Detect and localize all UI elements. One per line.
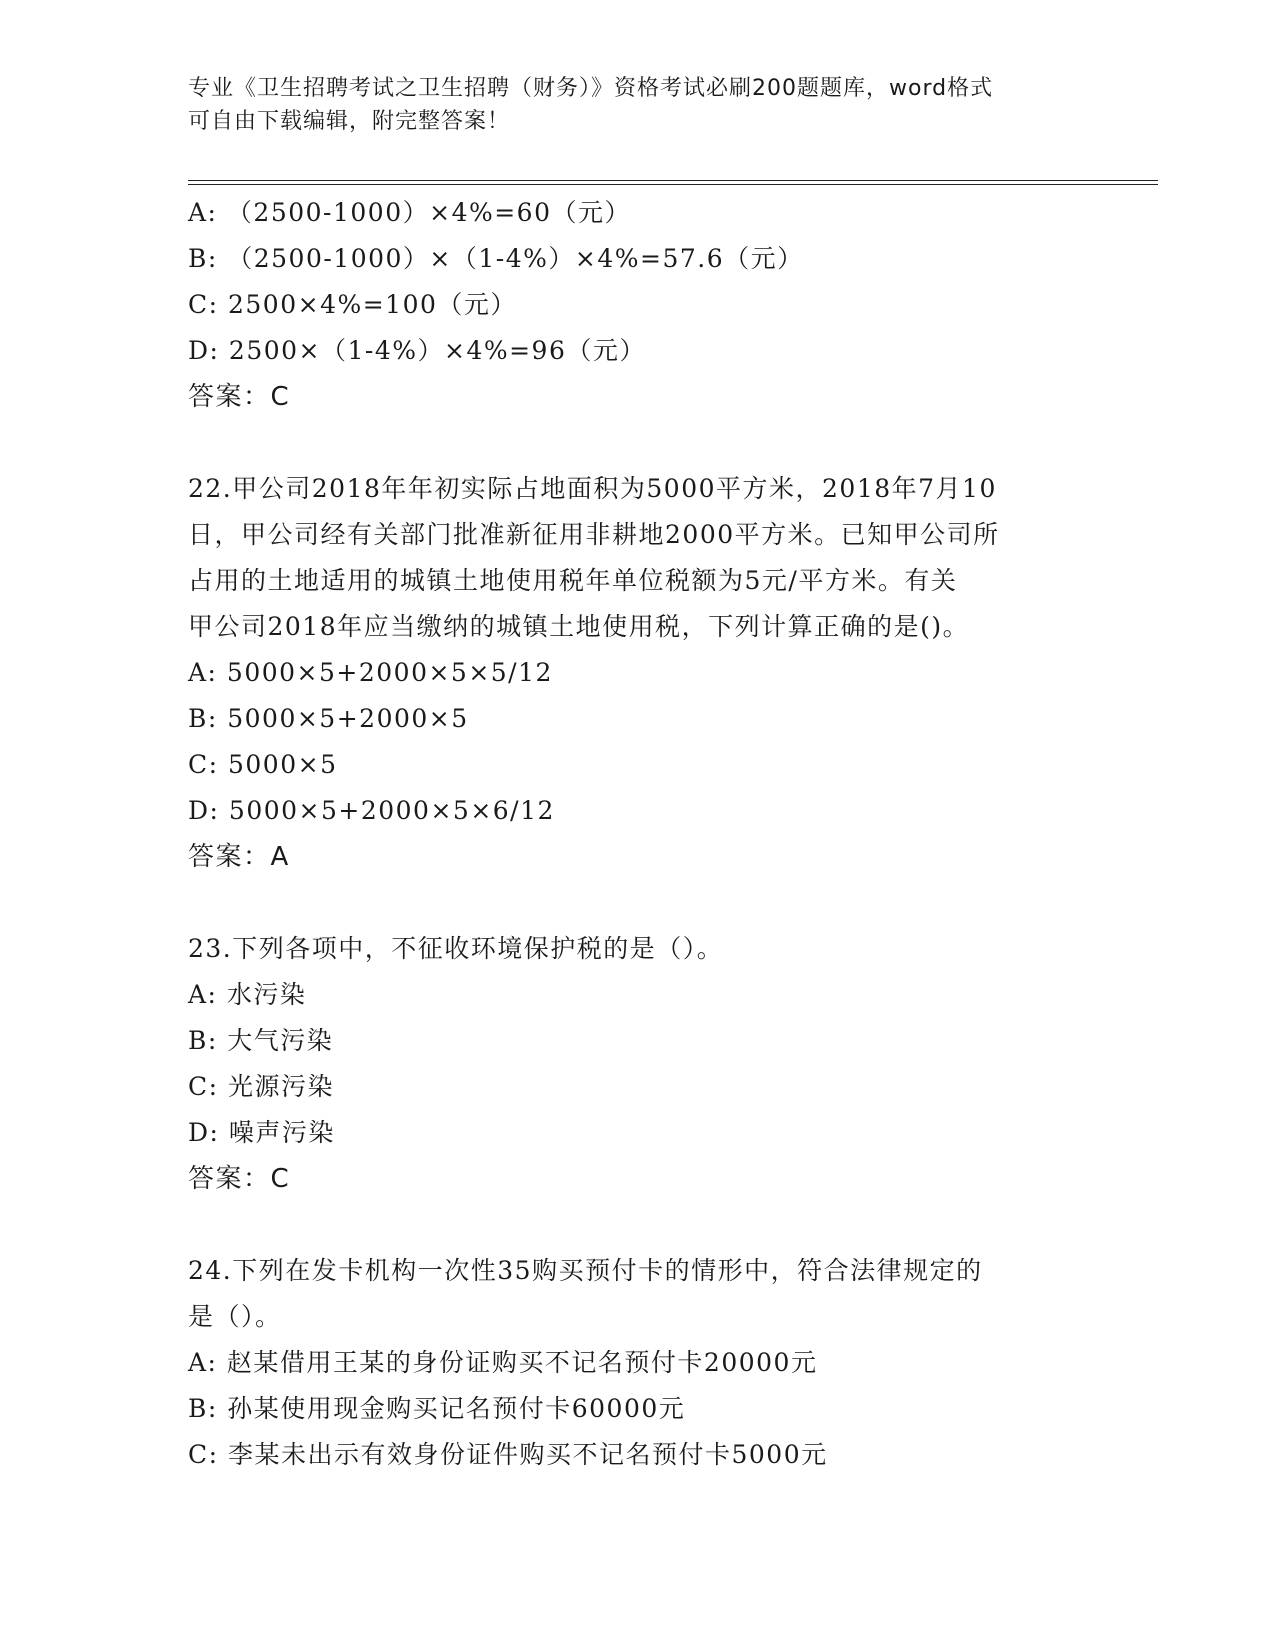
answer: 答案：C xyxy=(188,1164,291,1194)
option-b: B: （2500-1000）×（1-4%）×4%=57.6（元） xyxy=(188,244,804,273)
question-23 xyxy=(188,926,1088,1202)
question-21 xyxy=(188,190,1088,420)
answer: 答案：C xyxy=(188,382,291,412)
option-d: D: 5000×5+2000×5×6/12 xyxy=(188,796,555,825)
question-stem-line: 22.甲公司2018年年初实际占地面积为5000平方米，2018年7月10 xyxy=(188,474,997,503)
option-c: C: 5000×5 xyxy=(188,750,338,779)
option-b: B: 5000×5+2000×5 xyxy=(188,704,469,733)
option-a: A: 水污染 xyxy=(188,980,307,1009)
question-stem-line: 24.下列在发卡机构一次性35购买预付卡的情形中，符合法律规定的 xyxy=(188,1256,983,1285)
question-22 xyxy=(188,466,1088,880)
question-24 xyxy=(188,1248,1088,1478)
header-line-2: 可自由下载编辑，附完整答案！ xyxy=(188,109,511,134)
question-stem-line: 占用的土地适用的城镇土地使用税年单位税额为5元/平方米。有关 xyxy=(188,566,958,595)
answer: 答案：A xyxy=(188,842,290,872)
option-c: C: 光源污染 xyxy=(188,1072,334,1101)
question-stem-line: 23.下列各项中，不征收环境保护税的是（）。 xyxy=(188,934,724,963)
spacer xyxy=(188,420,1088,466)
option-c: C: 2500×4%=100（元） xyxy=(188,290,517,319)
option-a: A: （2500-1000）×4%=60（元） xyxy=(188,198,631,227)
option-d: D: 噪声污染 xyxy=(188,1118,335,1147)
option-b: B: 孙某使用现金购买记名预付卡60000元 xyxy=(188,1394,686,1423)
document-header xyxy=(188,72,1088,138)
option-a: A: 5000×5+2000×5×5/12 xyxy=(188,658,553,687)
option-a: A: 赵某借用王某的身份证购买不记名预付卡20000元 xyxy=(188,1348,818,1377)
spacer xyxy=(188,1202,1088,1248)
option-d: D: 2500×（1-4%）×4%=96（元） xyxy=(188,336,646,365)
question-stem-line: 是（）。 xyxy=(188,1302,282,1331)
option-b: B: 大气污染 xyxy=(188,1026,334,1055)
header-divider-bottom xyxy=(188,184,1158,185)
option-c: C: 李某未出示有效身份证件购买不记名预付卡5000元 xyxy=(188,1440,828,1469)
question-stem-line: 甲公司2018年应当缴纳的城镇土地使用税，下列计算正确的是()。 xyxy=(188,612,970,641)
header-divider-top xyxy=(188,180,1158,181)
question-stem-line: 日，甲公司经有关部门批准新征用非耕地2000平方米。已知甲公司所 xyxy=(188,520,1000,549)
spacer xyxy=(188,880,1088,926)
header-line-1: 专业《卫生招聘考试之卫生招聘（财务）》资格考试必刷200题题库，word格式 xyxy=(188,76,994,101)
document-body xyxy=(188,190,1088,1478)
